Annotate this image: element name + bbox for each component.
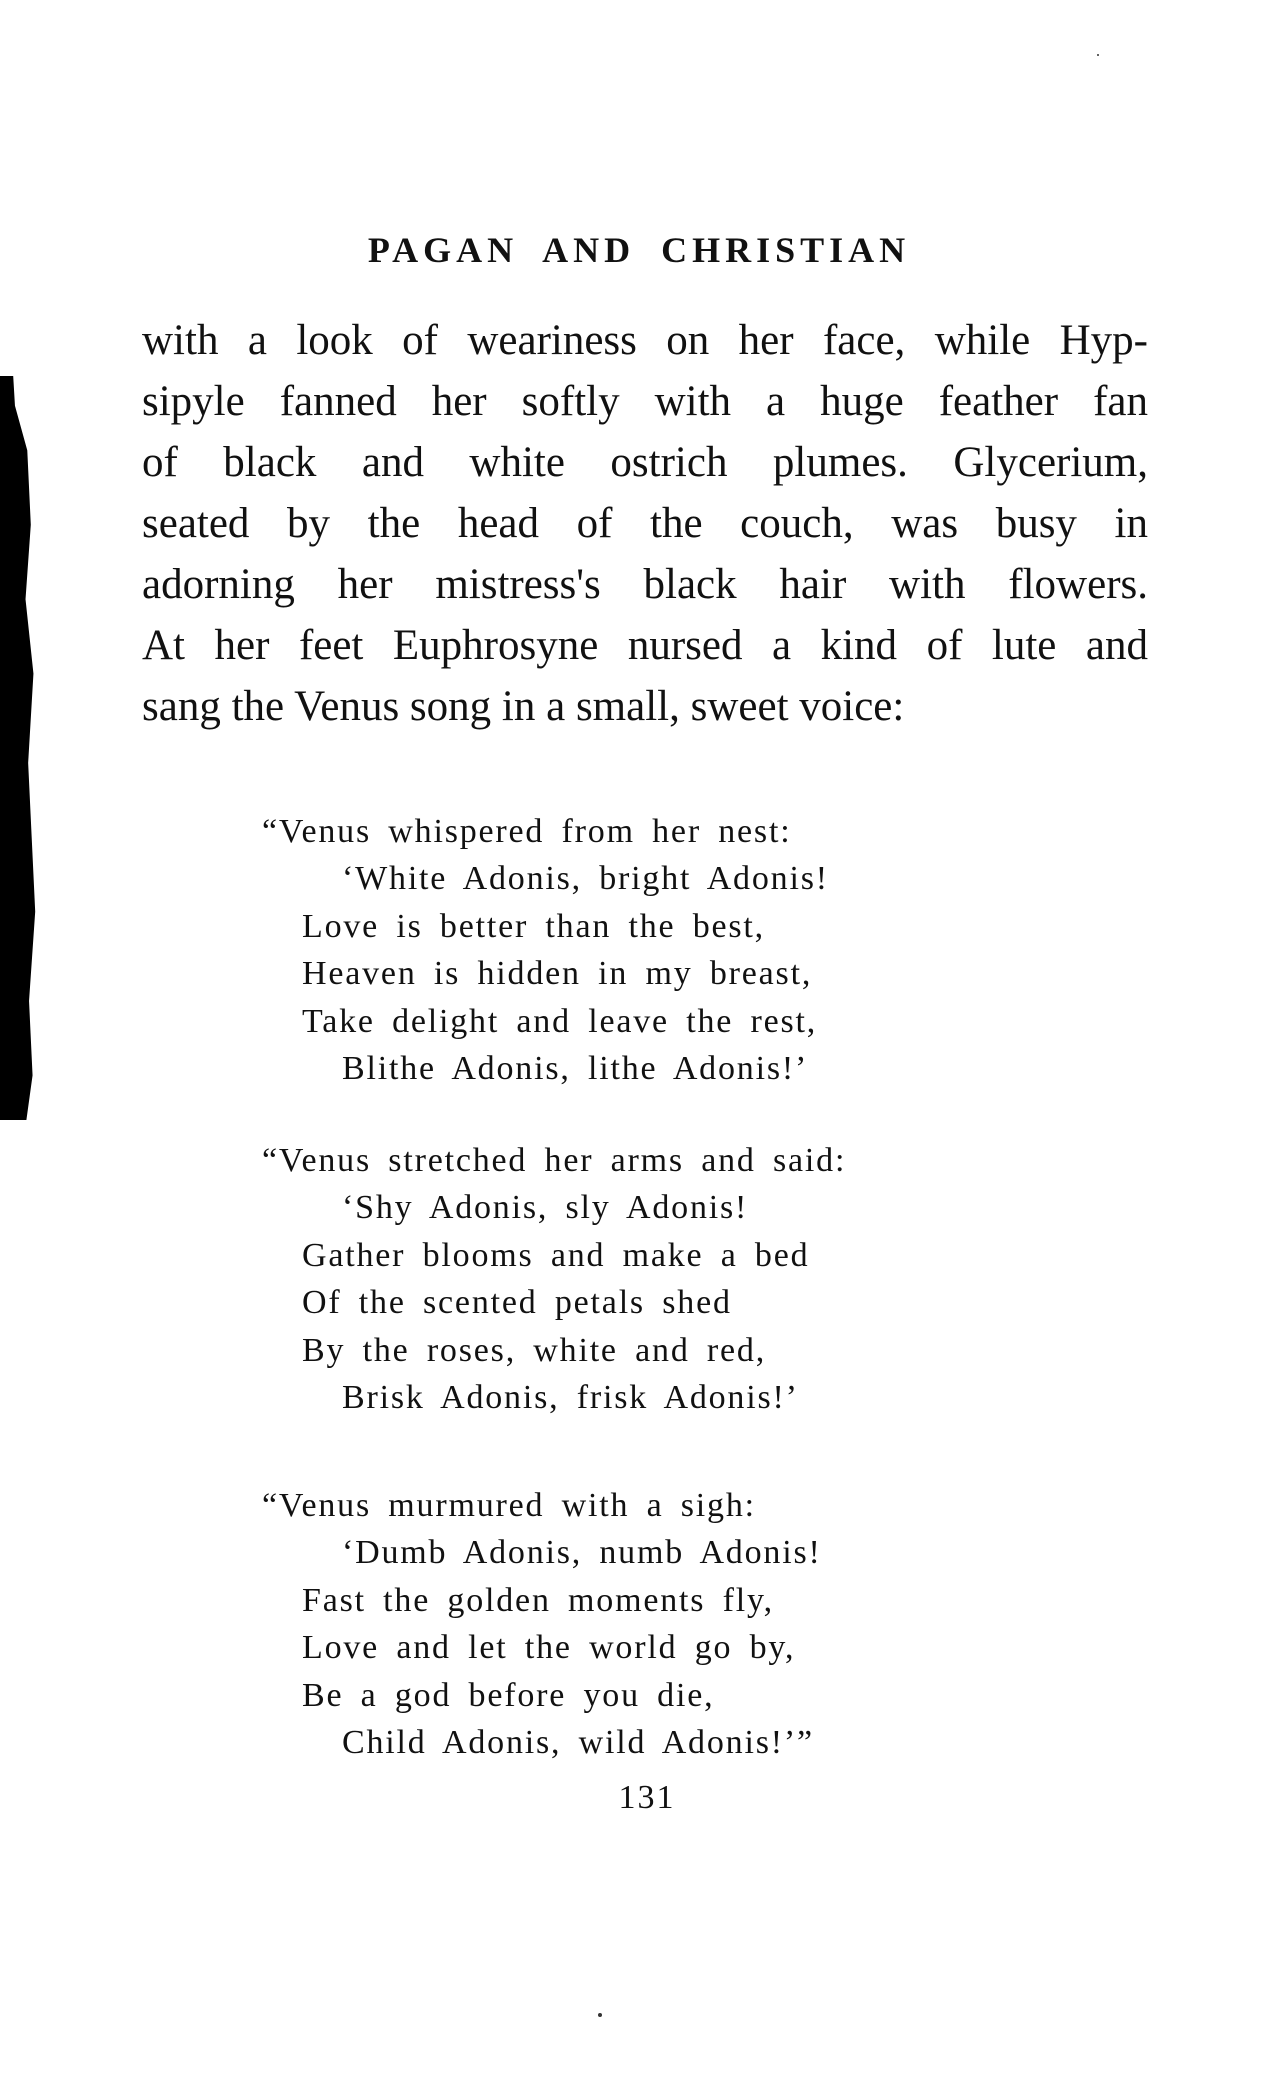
prose-line: of black and white ostrich plumes. Glycerium,	[142, 439, 1148, 486]
verse-line: Love and let the world go by,	[302, 1629, 796, 1667]
scanned-binding-edge	[0, 376, 44, 1120]
verse-line: ‘White Adonis, bright Adonis!	[342, 860, 829, 898]
verse-line: Take delight and leave the rest,	[302, 1002, 818, 1040]
scan-speck	[598, 2013, 602, 2017]
page-number: 131	[618, 1779, 676, 1816]
verse-line: Love is better than the best,	[302, 907, 765, 945]
running-header: PAGAN AND CHRISTIAN	[367, 230, 911, 270]
prose-line: with a look of weariness on her face, while Hyp-	[142, 317, 1148, 364]
prose-line: sipyle fanned her softly with a huge feather fan	[142, 378, 1148, 425]
poem-stanza-1	[262, 808, 829, 1092]
verse-line: By the roses, white and red,	[302, 1331, 767, 1369]
verse-line: “Venus murmured with a sigh:	[262, 1487, 756, 1524]
verse-line: Blithe Adonis, lithe Adonis!’	[342, 1050, 809, 1088]
verse-line: ‘Shy Adonis, sly Adonis!	[342, 1189, 749, 1227]
scan-speck	[1097, 54, 1099, 56]
prose-line: adorning her mistress's black hair with flowers.	[142, 561, 1148, 608]
verse-line: Brisk Adonis, frisk Adonis!’	[342, 1379, 799, 1417]
verse-line: Be a god before you die,	[302, 1676, 715, 1714]
prose-line: seated by the head of the couch, was busy in	[142, 500, 1148, 547]
verse-line: “Venus whispered from her nest:	[262, 813, 792, 850]
verse-line: Fast the golden moments fly,	[302, 1581, 774, 1619]
prose-line: At her feet Euphrosyne nursed a kind of lute and	[142, 622, 1148, 669]
poem-stanza-3	[262, 1482, 822, 1766]
poem-stanza-2	[262, 1137, 846, 1421]
prose-line: sang the Venus song in a small, sweet voice:	[142, 683, 905, 730]
verse-line: Heaven is hidden in my breast,	[302, 955, 813, 993]
verse-line: Gather blooms and make a bed	[302, 1236, 810, 1274]
verse-line: Child Adonis, wild Adonis!’”	[342, 1724, 814, 1762]
verse-line: “Venus stretched her arms and said:	[262, 1142, 847, 1179]
prose-paragraph	[142, 310, 1148, 737]
verse-line: Of the scented petals shed	[302, 1284, 732, 1322]
verse-line: ‘Dumb Adonis, numb Adonis!	[342, 1534, 822, 1572]
